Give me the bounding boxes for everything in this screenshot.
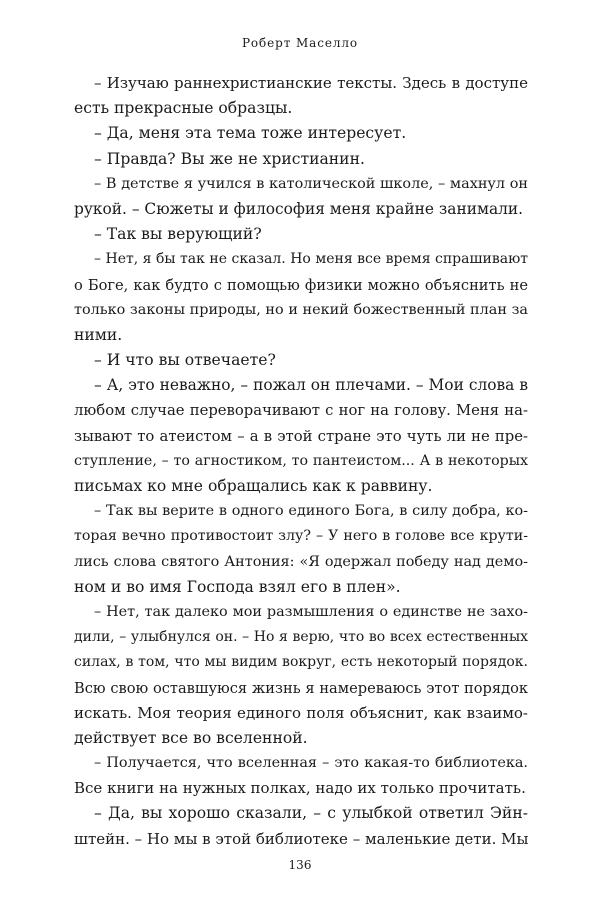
text-line: силах, в том, что мы видим вокруг, есть некоторый порядок.	[74, 654, 528, 671]
text-line: Все книги на нужных полках, надо их только прочитать.	[74, 779, 526, 798]
text-line: дили, – улыбнулся он. – Но я верю, что во всех естественных	[74, 629, 528, 646]
text-line: – Да, меня эта тема тоже интересует.	[94, 124, 407, 143]
text-line: – Так вы верующий?	[94, 225, 262, 244]
text-line: – А, это неважно, – пожал он плечами. – Мои слова в	[94, 376, 528, 395]
text-line: – Да, вы хорошо сказали, – с улыбкой ответил Эйн-	[94, 804, 528, 823]
text-line: – И что вы отвечаете?	[94, 351, 276, 370]
text-line: – Изучаю раннехристианские тексты. Здесь в доступе	[94, 74, 528, 92]
text-line: искать. Моя теория единого поля объяснит, как взаимо-	[74, 703, 528, 722]
text-line: – Получается, что вселенная – это какая-то библиотека.	[94, 755, 528, 772]
text-line: штейн. – Но мы в этой библиотеке – маленькие дети. Мы	[74, 829, 529, 848]
text-line: ступление, – то агностиком, то пантеистом... А в некоторых	[74, 452, 528, 469]
text-line: – Нет, так далеко мои размышления о единстве не захо-	[94, 603, 528, 620]
text-line: рукой. – Сюжеты и философия меня крайне занимали.	[74, 199, 524, 218]
page-number: 136	[288, 858, 312, 872]
text-line: любом случае переворачивают с ног на голову. Меня на-	[74, 402, 528, 420]
text-line: – Так вы верите в одного единого Бога, в силу добра, ко-	[94, 503, 528, 520]
text-line: – В детстве я учился в католической школе, – махнул он	[94, 175, 528, 192]
text-line: ними.	[74, 325, 123, 344]
text-line: действует все во вселенной.	[74, 728, 308, 747]
text-line: только законы природы, но и некий божественный план за	[74, 301, 528, 318]
text-line: Всю свою оставшуюся жизнь я намереваюсь этот порядок	[74, 679, 528, 697]
text-line: зывают то атеистом – а в этой стране это чуть ли не пре-	[74, 427, 528, 445]
body-text	[74, 71, 528, 852]
text-line: ном и во имя Господа взял его в плен».	[74, 577, 401, 596]
text-line: – Правда? Вы же не христианин.	[94, 149, 365, 168]
text-line: о Боге, как будто с помощью физики можно объяснить не	[74, 276, 528, 294]
text-line: есть прекрасные образцы.	[74, 99, 293, 118]
text-line: – Нет, я бы так не сказал. Но меня все время спрашивают	[94, 251, 528, 268]
running-head: Роберт Маселло	[241, 36, 359, 50]
text-line: лись слова святого Антония: «Я одержал победу над демо-	[74, 553, 528, 570]
text-line: письмах ко мне обращались как к раввину.	[74, 477, 433, 495]
text-line: торая вечно противостоит злу? – У него в голове все крути-	[74, 528, 528, 545]
